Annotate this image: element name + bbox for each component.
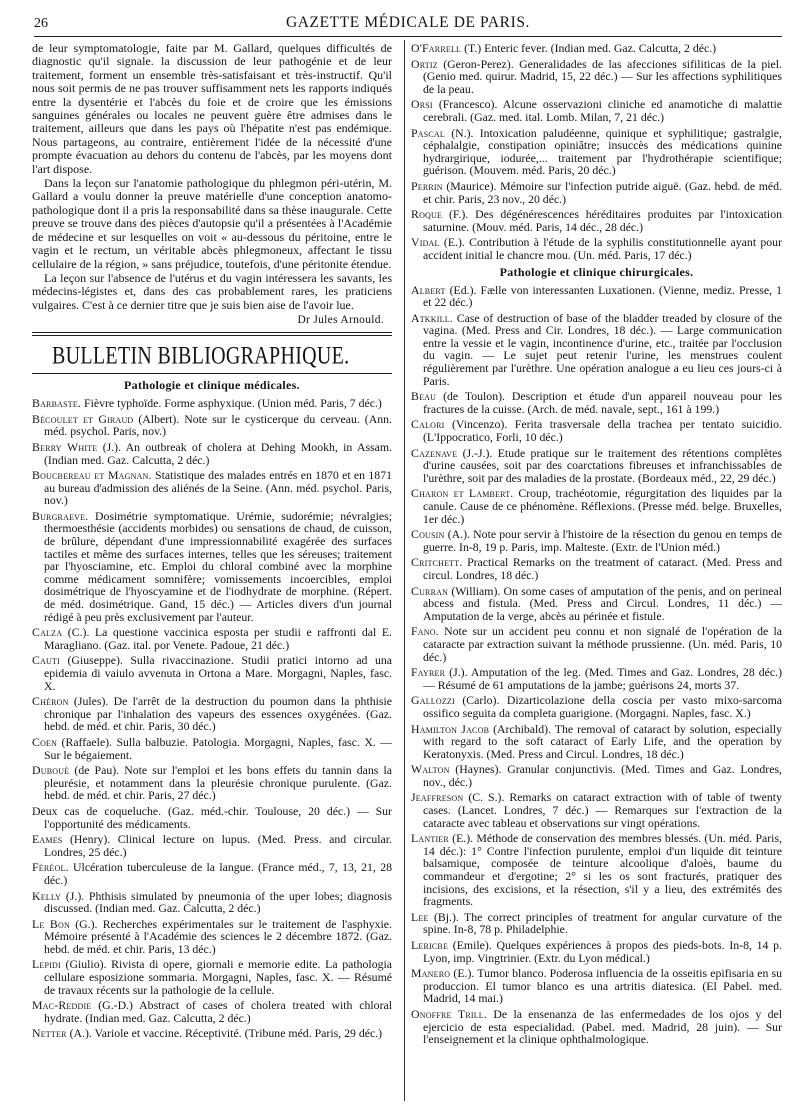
bibliography-entry	[411, 42, 782, 55]
bibliography-entry	[32, 397, 392, 410]
entry-author: Netter	[32, 1026, 67, 1041]
entry-author: Lericbe	[411, 938, 449, 952]
section-double-rule	[32, 332, 392, 336]
entry-author: Vidal	[411, 235, 440, 250]
entry-author: Féréol.	[32, 860, 69, 875]
bibliography-list-surgical	[411, 284, 782, 1046]
bibliography-entry	[411, 236, 782, 261]
entry-text: (William). On some cases of amputation of the penis, and on perineal abcess and fistula. (Med. Press and Circul. Londres, 11 déc.) — Amputation de la verge, abcès au périnée et fistule.	[423, 583, 782, 623]
bibliography-entry	[32, 1027, 392, 1040]
bibliography-entry	[411, 487, 782, 525]
bibliography-entry	[411, 967, 782, 1005]
bibliography-entry	[32, 999, 392, 1024]
entry-author: Charon et Lambert.	[411, 486, 514, 501]
article-paragraph: La leçon sur l'absence de l'utérus et du vagin intéressera les savants, les médecins-légistes et, dans des cas probablement rares, les praticiens vulgaires. C'est à ce dernier titre que je suis bien aise de l'avoir lue.	[32, 270, 392, 312]
bibliography-entry	[411, 447, 782, 485]
entry-text: (G.). Recherches expérimentales sur le traitement de l'asphyxie. Mémoire présenté à l'Académie des sciences le 2 décembre 1872. (Gaz. hebd. de méd. et chir. Paris, 13 déc.)	[44, 916, 392, 956]
entry-author: Le Bon	[32, 916, 70, 931]
entry-text: (Maurice). Mémoire sur l'infection putride aiguë. (Gaz. hebd. de méd. et chir. Paris, 23 nov., 20 déc.)	[423, 178, 782, 206]
entry-text: (T.) Enteric fever. (Indian med. Gaz. Calcutta, 2 déc.)	[464, 42, 717, 55]
entry-author: Cauti	[32, 653, 60, 668]
bibliography-entry	[32, 918, 392, 956]
entry-author: Pascal	[411, 125, 445, 140]
entry-text: (Vincenzo). Ferita trasversale della trachea per tentato suicidio. (L'Ippocratico, Forli, 10 déc.)	[423, 417, 782, 445]
entry-author: O'Farrell	[411, 42, 462, 55]
entry-text: (J.). Phthisis simulated by pneumonia of the uper lobes; diagnosis discussed. (Indian med. Gaz. Calcutta, 2 déc.)	[44, 888, 392, 916]
entry-text: Ulcération tuberculeuse de la langue. (France méd., 7, 13, 21, 28 déc.)	[44, 860, 392, 887]
section-heading-surgical: Pathologie et clinique chirurgicales.	[499, 264, 694, 279]
entry-text: (Emile). Quelques expériences à propos des pieds-bots. In-8, 14 p. Lyon, imp. Vingtrinier. (Extr. du Lyon médical.)	[423, 938, 782, 965]
entry-text: (F.). Des dégénérescences héréditaires produites par l'intoxication saturnine. (Mouv. méd. Paris, 14 déc., 28 déc.)	[423, 207, 782, 234]
entry-author: Atkkill.	[411, 310, 453, 325]
entry-text: (Jules). De l'arrêt de la destruction du poumon dans la phthisie chronique par l'inhalation des vapeurs des essences oxygénées. (Gaz. hebd. de méd. et chir. Paris, 30 déc.)	[44, 694, 392, 734]
entry-author: Calori	[411, 417, 445, 432]
section-heading-medical: Pathologie et clinique médicales.	[124, 378, 300, 393]
entry-text: (Albert). Note sur le cysticerque du cerveau. (Ann. méd. psychol. Paris, nov.)	[44, 411, 392, 439]
bulletin-title: BULLETIN BIBLIOGRAPHIQUE.	[52, 342, 350, 370]
entry-text: Dosimétrie symptomatique. Urémie, sudorémie; névralgies; thermoesthésie (accidents morbides) ou sensations de chaud, de cuisson, de brûlure, dépendant d'une impressionnabilité exagérée des surfaces tactiles et même des surfaces internes, telles que les séreuses; traitement par l'hyosciamine, etc. Emploi du chloral combiné avec la morphine comme médicament somnifère; vomissements incoercibles, emploi dosimétrique de l'hyoscyamine et de l'iodhydrate de morphine. (Répert. de méd. dosimétrique. Gand, 15 déc.) — Articles divers d'un journal rédigé à peu près exclusivement par l'auteur.	[44, 508, 392, 624]
article-paragraph: de leur symptomatologie, faite par M. Gallard, quelques difficultés de diagnostic qu'il signale. la discussion de leur pathogénie et de leur traitement, forment un ensemble très-satisfaisant et très-instructif. Qu'il nous soit permis de ne pas trouver suffisamment nets les rapports indiqués entre la dysentérie et l'abcès du foie et de croire que les émissions sanguines générales ou locales ne peuvent guère être admises dans le traitement, ailleurs que dans les pays où l'hépatite n'est pas endémique. Nous partageons, au contraire, entièrement l'idée de la nécessité d'une prompte évacuation au dehors du contenu de l'abcès, par les moyens dont l'art dispose.	[32, 42, 392, 176]
bibliography-entry	[32, 736, 392, 761]
entry-author: Kelly	[32, 888, 62, 903]
entry-text: (Raffaele). Sulla balbuzie. Patologia. Morgagni, Naples, fasc. X. — Sur le bégaiement.	[44, 734, 392, 762]
bibliography-entry	[411, 312, 782, 388]
entry-text: (Haynes). Granular conjunctivis. (Med. Times and Gaz. Londres, nov., déc.)	[423, 762, 782, 789]
entry-author: Perrin	[411, 178, 443, 193]
bibliography-entry	[32, 510, 392, 623]
entry-text: (Geron-Perez). Generalidades de las afecciones sifiliticas de la piel. (Genio med. quirur. Madrid, 15, 22 déc.) — Sur les affections syphilitiques de la peau.	[423, 56, 782, 96]
bibliography-entry	[32, 890, 392, 915]
bibliography-entry	[32, 695, 392, 733]
entry-text: (Francesco). Alcune osservazioni cliniche ed anamotiche di malattie cerebrali. (Gaz. med. ital. Lomb. Milan, 7, 21 déc.)	[423, 97, 782, 124]
entry-author: Berry White	[32, 439, 98, 454]
entry-author: Lantier	[411, 831, 449, 846]
bibliography-entry	[411, 58, 782, 96]
entry-author: Orsi	[411, 97, 433, 112]
left-column	[32, 42, 392, 1103]
entry-author: Cazenave	[411, 445, 458, 460]
journal-title: GAZETTE MÉDICALE DE PARIS.	[285, 14, 531, 31]
bibliography-entry	[32, 833, 392, 858]
bibliography-entry	[32, 764, 392, 802]
entry-text: (Henry). Clinical lecture on lupus. (Med. Press. and circular. Londres, 25 déc.)	[44, 832, 392, 859]
bibliography-list-medical-cont	[411, 42, 782, 262]
entry-text: (E.). Méthode de conservation des membres blessés. (Un. méd. Paris, 14 déc.): 1° Contre l'infection purulente, emploi d'un liquide dit teinture balsamique, composée de teinture alcoolique d'aloès, baume du commandeur et d'ergotine; 2° si les os sont fracturés, pratiquer des incisions, des excisions, et la résection, s'il y a lieu, des extrémités des fragments.	[423, 831, 782, 909]
bibliography-entry	[411, 418, 782, 443]
entry-text: (Bj.). The correct principles of treatment for angular curvature of the spine. In-8, 78 p. Philadelphie.	[423, 909, 782, 937]
bibliography-entry	[411, 1008, 782, 1046]
entry-text: (Ed.). Fælle von interessanten Luxationen. (Vienne, mediz. Presse, 1 et 22 déc.)	[423, 282, 782, 310]
bulletin-rule	[32, 373, 392, 374]
bibliography-entry	[411, 98, 782, 123]
entry-author: Critchett.	[411, 555, 463, 570]
entry-text: Deux cas de coqueluche. (Gaz. méd.-chir. Toulouse, 20 déc.) — Sur l'opportunité des médicaments.	[32, 803, 392, 831]
entry-author: Fayrer	[411, 665, 446, 680]
bibliography-entry	[411, 284, 782, 309]
column-divider	[404, 40, 405, 1101]
bibliography-entry	[411, 208, 782, 233]
entry-author: Burgraeve.	[32, 508, 89, 523]
entry-author: Hamilton Jacob	[411, 721, 490, 736]
article-paragraph: Dans la leçon sur l'anatomie pathologique du phlegmon péri-utérin, M. Gallard a voulu donner la preuve matérielle d'une conception anatomo-pathologique dont il a pris la responsabilité dans sa thèse inaugurale. Cette preuve se trouve dans des pièces d'autopsie qu'il a présentées à l'Académie de médecine et sur lesquelles on voit « au-dessous du péritoine, entre le vagin et le rectum, un véritable abcès phlegmoneux, affectant le tissu cellulaire de la région, » sans préjudice, toutefois, d'une péritonite étendue.	[32, 176, 392, 271]
entry-text: (Archibald). The removal of cataract by solution, especially with regard to the soft cataract of Early Life, and the operation by Keratonyxis. (Med. Press and Circul. Londres, 18 déc.)	[423, 721, 782, 761]
entry-text: (E.). Contribution à l'étude de la syphilis constitutionnelle ayant pour accident initial le chancre mou. (Un. méd. Paris, 17 déc.)	[423, 235, 782, 262]
bibliography-entry	[411, 127, 782, 177]
bibliography-entry	[411, 832, 782, 908]
bibliography-entry	[411, 791, 782, 829]
entry-text: Croup, trachéotomie, régurgitation des liquides par la canule. Cause de ce phénomène. Réflexions. (Presse méd. belge. Bruxelles, 1er déc.)	[423, 486, 782, 526]
bibliography-entry	[411, 723, 782, 761]
entry-author: Onoffre Trill.	[411, 1006, 488, 1021]
right-column	[411, 42, 782, 1103]
entry-text: (G.-D.) Abstract of cases of cholera treated with chloral hydrate. (Indian med. Gaz. Calcutta, 2 déc.)	[44, 998, 392, 1025]
entry-text: (J.). An outbreak of cholera at Dehing Mookh, in Assam. (Indian med. Gaz. Calcutta, 2 déc.)	[44, 439, 392, 467]
entry-author: Coen	[32, 734, 58, 749]
bibliography-entry	[411, 556, 782, 581]
bibliography-entry	[32, 469, 392, 507]
bibliography-entry	[411, 625, 782, 663]
bibliography-entry	[411, 694, 782, 719]
page-number: 26	[34, 16, 48, 31]
entry-author: Cousin	[411, 527, 445, 542]
entry-text: (Carlo). Dizarticolazione della coscia per vasto mixo-sarcoma ossifico seguita da completa guarigione. (Morgagni. Naples, fasc. X.)	[423, 693, 782, 720]
entry-author: Lepidi	[32, 957, 61, 972]
entry-text: (A.). Note pour servir à l'histoire de la résection du genou en temps de guerre. In-8, 19 p. Paris, imp. Malteste. (Extr. de l'Union méd.)	[423, 527, 782, 554]
entry-text: (N.). Intoxication paludéenne, quinique et syphilitique; gastralgie, céphalalgie, constipation opiniâtre; insuccès des médications quinine hydrargirique, iodurée,... traitement par l'hydrothérapie scientifique; guérison. (Mouvem. méd. Paris, 20 déc.)	[423, 125, 782, 178]
bibliography-entry	[32, 654, 392, 692]
bibliography-entry	[411, 390, 782, 415]
entry-author: Ortiz	[411, 56, 438, 71]
entry-text: Case of destruction of base of the bladder treaded by closure of the vagina. (Med. Press and Cir. Londres, 18 déc.). — Large communication entre la vessie et le vagin, incontinence d'urine, etc., traitée par l'occlusion du vagin. — Le sujet peut retenir l'urine, les menstrues coulent régulièrement par l'urèthre. Une opération analogue a eu lieu ces jours-ci à Paris.	[423, 310, 782, 388]
entry-text: Practical Remarks on the treatment of cataract. (Med. Press and circul. Londres, 18 déc.)	[423, 555, 782, 582]
entry-author: Fano.	[411, 624, 439, 639]
entry-text: Fièvre typhoïde. Forme asphyxique. (Union méd. Paris, 7 déc.)	[84, 396, 382, 411]
entry-author: Calza	[32, 625, 63, 640]
entry-text: Note sur un accident peu connu et non signalé de l'opération de la cataracte par extraction suivant la méthode prussienne. (Un. méd. Paris, 10 déc.)	[423, 624, 782, 664]
entry-text: (Giuseppe). Sulla rivaccinazione. Studii pratici intorno ad una epidemia di vaiulo avvenuta in Ortona a Mare. Morgagni, Naples, fasc. X.	[44, 653, 392, 693]
entry-text: (Giulio). Rivista di opere, giornali e memorie edite. La pathologia cellulare esposizione sommaria. Morgagni, Naples, fasc. X. — Résumé de travaux récents sur la pathologie de la cellule.	[44, 957, 392, 997]
bibliography-entry	[411, 939, 782, 964]
entry-author: Jeaffreson	[411, 790, 464, 805]
entry-text: (J.-J.). Etude pratique sur le traitement des rétentions complètes d'urine causées, soit par des coarctations fibreuses et infranchissables de l'urèthre, soit par des maladies de la prostate. (Bordeaux méd., 22, 29 déc.)	[423, 445, 782, 485]
bibliography-entry	[32, 626, 392, 651]
bibliography-entry	[32, 958, 392, 996]
entry-author: Bécoulet et Giraud	[32, 411, 134, 426]
entry-author: Beau	[411, 389, 437, 404]
bibliography-entry	[411, 911, 782, 936]
entry-text: (E.). Tumor blanco. Poderosa influencia de la osseitis epifisaria en su produccion. El tumor blanco es una artritis diatesica. (El Pabel. med. Madrid, 14 mai.)	[423, 966, 782, 1006]
entry-text: (C. S.). Remarks on cataract extraction with of table of twenty cases. (Lancet. Londres, 7 déc.) — Remarques sur l'extraction de la cataracte avec tableau et observations sur vingt opérations.	[423, 790, 782, 830]
entry-author: Walton	[411, 762, 450, 777]
bibliography-entry	[411, 180, 782, 205]
bibliography-entry	[411, 666, 782, 691]
bibliography-entry	[411, 585, 782, 623]
entry-author: Roque	[411, 207, 443, 222]
entry-author: Chéron	[32, 694, 69, 709]
entry-text: (C.). La questione vaccinica esposta per studii e raffronti dal E. Maragliano. (Gaz. ital. por Venete. Padoue, 21 déc.)	[44, 625, 392, 652]
bibliography-entry	[32, 861, 392, 886]
entry-author: Albert	[411, 282, 446, 297]
entry-text: (de Toulon). Description et étude d'un appareil nouveau pour les fractures de la cuisse. (Arch. de méd. navale, sept., 161 à 199.)	[423, 389, 782, 416]
author-signature: Dr Jules Arnould.	[297, 314, 384, 327]
entry-text: (A.). Variole et vaccine. Réceptivité. (Tribune méd. Paris, 29 déc.)	[69, 1026, 383, 1041]
bibliography-entry	[32, 805, 392, 830]
entry-author: Mac-Reddie	[32, 998, 92, 1013]
entry-text: De la ensenanza de las enfermedades de los ojos y del ejercicio de esta especialidad. (Pabel. med. Madrid, 28 juin). — Sur l'enseignement et la clinique ophthalmologique.	[423, 1006, 782, 1047]
bibliography-entry	[32, 441, 392, 466]
entry-author: Eames	[32, 832, 63, 847]
entry-author: Curran	[411, 583, 449, 598]
header-rule	[34, 36, 782, 37]
bibliography-entry	[32, 413, 392, 438]
entry-author: Manero	[411, 966, 451, 981]
page-header	[34, 12, 782, 34]
entry-author: Lee	[411, 909, 429, 924]
entry-author: Boucbereau et Magnan.	[32, 468, 152, 483]
entry-text: (J.). Amputation of the leg. (Med. Times and Gaz. Londres, 28 déc.) — Résumé de 61 amputations de la jambe; guérisons 24, morts 37.	[423, 665, 782, 692]
bibliography-entry	[411, 763, 782, 788]
entry-text: Statistique des malades entrés en 1870 et en 1871 au bureau d'admission des aliénés de la Seine. (Ann. méd. psychol. Paris, nov.)	[44, 468, 392, 508]
entry-text: (de Pau). Note sur l'emploi et les bons effets du tannin dans la pleurésie, et notamment dans la pleurésie chronique purulente. (Gaz. hebd. de méd. et chir. Paris, 27 déc.)	[44, 763, 392, 803]
bibliography-entry	[411, 528, 782, 553]
entry-author: Duboué	[32, 763, 70, 778]
entry-author: Barbaste.	[32, 396, 82, 411]
entry-author: Gallozzi	[411, 693, 455, 708]
bibliography-list-medical	[32, 397, 392, 1040]
